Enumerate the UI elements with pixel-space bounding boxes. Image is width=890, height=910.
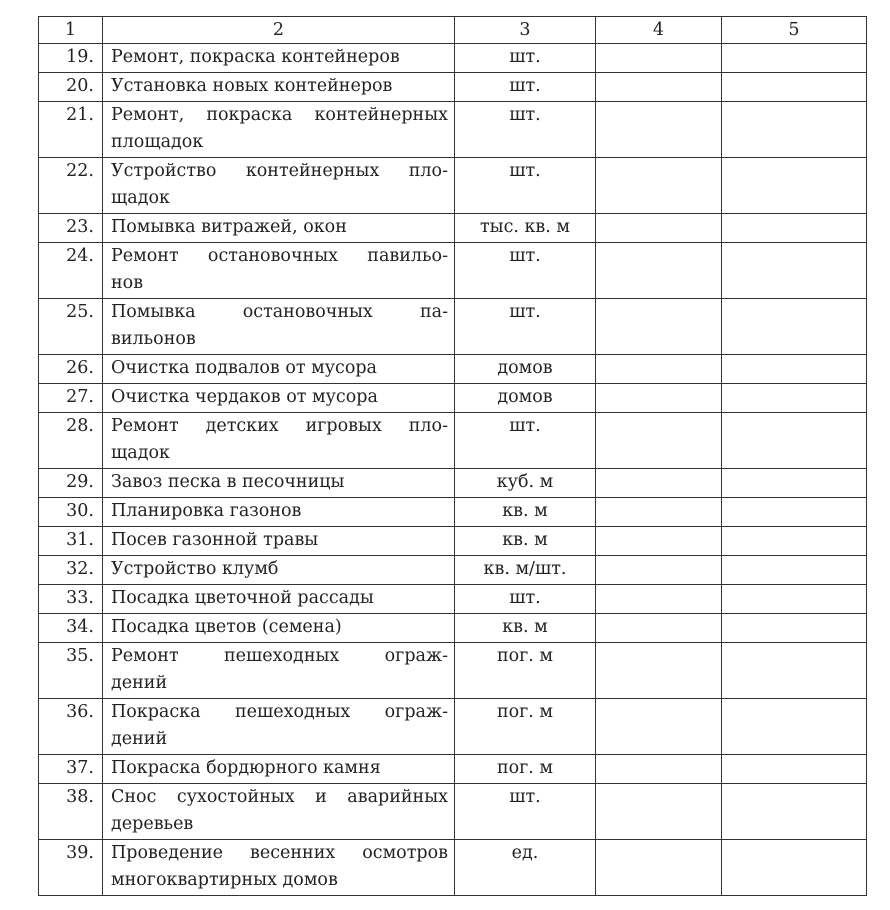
unit-cell: шт. xyxy=(455,44,596,73)
empty-cell-col4 xyxy=(596,755,722,784)
empty-cell-col4 xyxy=(596,840,722,896)
table-row xyxy=(39,214,867,243)
work-name-line: Очистка чердаков от мусора xyxy=(111,387,378,407)
work-name-line: Ремонт, покраска контейнеров xyxy=(111,47,400,67)
row-number: 28. xyxy=(39,413,103,469)
empty-cell-col4 xyxy=(596,158,722,214)
table-row xyxy=(39,556,867,585)
header-row xyxy=(39,17,867,44)
row-number: 37. xyxy=(39,755,103,784)
work-name-line: щадок xyxy=(111,443,170,463)
work-name-line: Ремонт детских игровых пло- xyxy=(111,416,448,436)
work-name-line: Покраска бордюрного камня xyxy=(111,758,381,778)
unit-cell: шт. xyxy=(455,73,596,102)
empty-cell-col5 xyxy=(722,585,867,614)
work-name-cell xyxy=(103,44,455,73)
work-name-cell xyxy=(103,784,455,840)
work-name-line: Посадка цветов (семена) xyxy=(111,617,342,637)
unit-cell: шт. xyxy=(455,243,596,299)
empty-cell-col5 xyxy=(722,556,867,585)
work-name-cell xyxy=(103,614,455,643)
row-number: 39. xyxy=(39,840,103,896)
empty-cell-col5 xyxy=(722,214,867,243)
row-number: 21. xyxy=(39,102,103,158)
work-name-line: Помывка витражей, окон xyxy=(111,217,347,237)
work-name-cell xyxy=(103,102,455,158)
work-name-line: Снос сухостойных и аварийных xyxy=(111,787,448,807)
empty-cell-col5 xyxy=(722,102,867,158)
row-number: 36. xyxy=(39,699,103,755)
work-name-cell xyxy=(103,413,455,469)
empty-cell-col5 xyxy=(722,73,867,102)
work-name-line: площадок xyxy=(111,132,204,152)
empty-cell-col4 xyxy=(596,699,722,755)
table-row xyxy=(39,102,867,158)
table-row xyxy=(39,699,867,755)
row-number: 32. xyxy=(39,556,103,585)
table-row xyxy=(39,355,867,384)
unit-cell: шт. xyxy=(455,585,596,614)
empty-cell-col4 xyxy=(596,355,722,384)
column-header-1: 1 xyxy=(39,17,103,44)
unit-cell: пог. м xyxy=(455,699,596,755)
unit-cell: куб. м xyxy=(455,469,596,498)
work-name-line: Посадка цветочной рассады xyxy=(111,588,374,608)
unit-cell: домов xyxy=(455,355,596,384)
table-row xyxy=(39,527,867,556)
empty-cell-col5 xyxy=(722,699,867,755)
work-name-cell xyxy=(103,384,455,413)
table-row xyxy=(39,299,867,355)
empty-cell-col5 xyxy=(722,755,867,784)
empty-cell-col5 xyxy=(722,158,867,214)
work-name-line: многоквартирных домов xyxy=(111,870,338,890)
column-header-5: 5 xyxy=(722,17,867,44)
unit-cell: кв. м xyxy=(455,614,596,643)
empty-cell-col5 xyxy=(722,299,867,355)
empty-cell-col4 xyxy=(596,469,722,498)
table-row xyxy=(39,243,867,299)
empty-cell-col4 xyxy=(596,102,722,158)
empty-cell-col5 xyxy=(722,243,867,299)
row-number: 25. xyxy=(39,299,103,355)
work-name-line: Очистка подвалов от мусора xyxy=(111,358,377,378)
empty-cell-col5 xyxy=(722,413,867,469)
empty-cell-col4 xyxy=(596,784,722,840)
empty-cell-col4 xyxy=(596,384,722,413)
empty-cell-col4 xyxy=(596,214,722,243)
table-row xyxy=(39,755,867,784)
work-name-line: Ремонт, покраска контейнерных xyxy=(111,105,448,125)
empty-cell-col5 xyxy=(722,643,867,699)
unit-cell: шт. xyxy=(455,299,596,355)
table-row xyxy=(39,384,867,413)
empty-cell-col5 xyxy=(722,469,867,498)
row-number: 29. xyxy=(39,469,103,498)
unit-cell: кв. м xyxy=(455,498,596,527)
works-table xyxy=(38,16,867,896)
table-row xyxy=(39,840,867,896)
work-name-cell xyxy=(103,840,455,896)
unit-cell: домов xyxy=(455,384,596,413)
work-name-cell xyxy=(103,699,455,755)
column-header-4: 4 xyxy=(596,17,722,44)
empty-cell-col5 xyxy=(722,44,867,73)
unit-cell: шт. xyxy=(455,158,596,214)
empty-cell-col4 xyxy=(596,243,722,299)
work-name-line: дений xyxy=(111,729,168,749)
work-name-line: Завоз песка в песочницы xyxy=(111,472,345,492)
empty-cell-col4 xyxy=(596,44,722,73)
work-name-line: щадок xyxy=(111,188,170,208)
work-name-line: Установка новых контейнеров xyxy=(111,76,393,96)
empty-cell-col5 xyxy=(722,498,867,527)
row-number: 38. xyxy=(39,784,103,840)
work-name-cell xyxy=(103,556,455,585)
row-number: 30. xyxy=(39,498,103,527)
work-name-cell xyxy=(103,469,455,498)
work-name-cell xyxy=(103,214,455,243)
empty-cell-col5 xyxy=(722,527,867,556)
empty-cell-col4 xyxy=(596,498,722,527)
work-name-cell xyxy=(103,73,455,102)
empty-cell-col4 xyxy=(596,413,722,469)
work-name-line: дений xyxy=(111,673,168,693)
empty-cell-col5 xyxy=(722,840,867,896)
work-name-cell xyxy=(103,527,455,556)
empty-cell-col5 xyxy=(722,384,867,413)
column-header-2: 2 xyxy=(103,17,455,44)
row-number: 26. xyxy=(39,355,103,384)
table-row xyxy=(39,784,867,840)
work-name-cell xyxy=(103,498,455,527)
work-name-line: Посев газонной травы xyxy=(111,530,319,550)
work-name-line: нов xyxy=(111,273,144,293)
work-name-cell xyxy=(103,643,455,699)
work-name-line: Ремонт остановочных павильо- xyxy=(111,246,448,266)
empty-cell-col4 xyxy=(596,643,722,699)
work-name-cell xyxy=(103,158,455,214)
row-number: 19. xyxy=(39,44,103,73)
row-number: 31. xyxy=(39,527,103,556)
column-header-3: 3 xyxy=(455,17,596,44)
work-name-cell xyxy=(103,299,455,355)
work-name-line: Планировка газонов xyxy=(111,501,302,521)
table-row xyxy=(39,413,867,469)
row-number: 27. xyxy=(39,384,103,413)
table-row xyxy=(39,44,867,73)
empty-cell-col5 xyxy=(722,355,867,384)
unit-cell: тыс. кв. м xyxy=(455,214,596,243)
table-row xyxy=(39,614,867,643)
row-number: 20. xyxy=(39,73,103,102)
unit-cell: ед. xyxy=(455,840,596,896)
row-number: 33. xyxy=(39,585,103,614)
table-row xyxy=(39,585,867,614)
work-name-cell xyxy=(103,355,455,384)
row-number: 22. xyxy=(39,158,103,214)
empty-cell-col4 xyxy=(596,527,722,556)
empty-cell-col4 xyxy=(596,299,722,355)
row-number: 34. xyxy=(39,614,103,643)
table-row xyxy=(39,498,867,527)
unit-cell: шт. xyxy=(455,102,596,158)
table-row xyxy=(39,73,867,102)
empty-cell-col5 xyxy=(722,784,867,840)
work-name-cell xyxy=(103,585,455,614)
work-name-line: Помывка остановочных па- xyxy=(111,302,448,322)
work-name-line: деревьев xyxy=(111,814,194,834)
work-name-cell xyxy=(103,243,455,299)
unit-cell: шт. xyxy=(455,784,596,840)
unit-cell: пог. м xyxy=(455,755,596,784)
empty-cell-col5 xyxy=(722,614,867,643)
empty-cell-col4 xyxy=(596,556,722,585)
empty-cell-col4 xyxy=(596,73,722,102)
empty-cell-col4 xyxy=(596,585,722,614)
empty-cell-col4 xyxy=(596,614,722,643)
row-number: 24. xyxy=(39,243,103,299)
unit-cell: пог. м xyxy=(455,643,596,699)
work-name-cell xyxy=(103,755,455,784)
unit-cell: кв. м/шт. xyxy=(455,556,596,585)
table-row xyxy=(39,469,867,498)
work-name-line: Устройство клумб xyxy=(111,559,279,579)
table-row xyxy=(39,643,867,699)
work-name-line: Покраска пешеходных ограж- xyxy=(111,702,448,722)
work-name-line: вильонов xyxy=(111,329,196,349)
row-number: 35. xyxy=(39,643,103,699)
unit-cell: шт. xyxy=(455,413,596,469)
work-name-line: Проведение весенних осмотров xyxy=(111,843,448,863)
row-number: 23. xyxy=(39,214,103,243)
table-row xyxy=(39,158,867,214)
work-name-line: Ремонт пешеходных ограж- xyxy=(111,646,448,666)
unit-cell: кв. м xyxy=(455,527,596,556)
work-name-line: Устройство контейнерных пло- xyxy=(111,161,448,181)
